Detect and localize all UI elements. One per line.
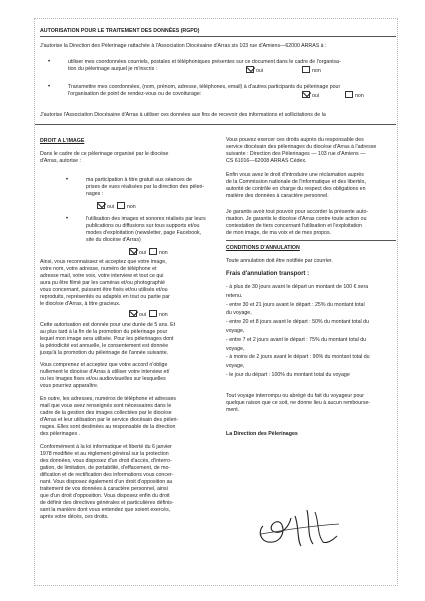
image-para4 [40, 396, 178, 438]
text-line: En outre, les adresses, numéros de téléphone et adresses [40, 396, 176, 402]
rgpd-intro: J'autorise la Direction des Pèlerinage rattachée à l'Association Diocésaine d'Arras sis 103 rue d'Amiens—62000 ARRAS à : [40, 43, 327, 49]
checkbox-checked-icon[interactable] [97, 202, 105, 209]
rgpd-bullet1-line2: tion du pèlerinage auquel je m'inscris : [68, 66, 158, 72]
checkbox-checked-icon[interactable] [246, 66, 254, 73]
fee-line: - à plus de 30 jours avant le départ un montant de 100 € sera [226, 284, 369, 290]
oui-label: oui [312, 93, 320, 99]
text-line: nullement le diocèse d'Arras à utiliser votre interview et/ [40, 369, 170, 375]
rgpd-title-rule [40, 36, 396, 37]
oui-label: oui [139, 250, 147, 256]
checkbox-checked-icon[interactable] [302, 91, 310, 98]
rgpd-bullet2-line2: l'organisation de point de rendez-vous ou de covoiturage: [68, 91, 202, 97]
signature-icon [255, 496, 345, 552]
non-label: non [158, 250, 168, 256]
text-line: dification et de rectification des informations vous concer- [40, 472, 174, 478]
image-bullet2-line1: l'utilisation des images et sonores réalisés par leurs [86, 216, 206, 222]
signoff: La Direction des Pèlerinages [226, 431, 298, 437]
fee-line: - entre 30 et 21 jours avant le départ : 25% du montant total [226, 301, 365, 308]
text-line: ou les images fixes et/ou audiovisuelles sur lesquelles [40, 376, 166, 382]
fee-line: - à moins de 2 jours avant le départ : 90% du montant total du [226, 354, 370, 361]
cancel-closing [226, 393, 370, 414]
image-bullet1-line3: nages : [86, 191, 104, 197]
image-para1 [40, 259, 170, 308]
text-line: gation, de limitation, de portabilité, d'effacement, de mo- [40, 465, 171, 471]
image-para1-choice[interactable] [129, 310, 168, 319]
text-line: de la Commission nationale de l'informatique et des libertés, [226, 179, 366, 185]
text-line: mail que vous avez renseignés sont nécessaires dans le [40, 403, 172, 409]
fee-line: voyage, [226, 345, 245, 352]
text-line: nant. Vous disposez également d'un droit d'opposition au [40, 479, 173, 485]
image-bullet2-line2: publications ou diffusions sur tous supports et/ou [86, 223, 200, 229]
text-line: reproduits, représentés ou adaptés en tout ou partie par [40, 294, 170, 300]
bullet-icon: • [48, 84, 51, 90]
fee-line: du voyage, [226, 310, 252, 317]
bullet-icon: • [66, 216, 69, 222]
checkbox-checked-icon[interactable] [129, 248, 137, 255]
fee-line: - le jour du départ : 100% du montant total du voyage [226, 371, 350, 378]
non-label: non [355, 93, 364, 99]
rgpd-bullet2-non[interactable] [345, 91, 364, 100]
text-line: des données, vous disposez d'un droit d'accès, d'interro- [40, 458, 172, 464]
image-bullet2-choice[interactable] [129, 248, 168, 257]
text-line: quelque raison que ce soit, ne donne lieu à aucun rembourse- [226, 400, 371, 406]
fee-line: retenu. [226, 292, 243, 299]
text-line: jusqu'à la promotion du pèlerinage de l'année suivante. [40, 350, 169, 356]
text-line: votre nom, votre adresse, numéro de téléphone et [40, 266, 157, 272]
text-line: Tout voyage interrompu ou abrégé du fait du voyageur pour [226, 393, 365, 399]
text-line: sant la manière dont vous entendez que soient exercés, [40, 507, 171, 513]
checkbox-empty-icon[interactable] [345, 91, 353, 98]
text-line: lequel mon image sera utilisée. Pour les pèlerinages dont [40, 336, 174, 342]
text-line: 1978 modifiée et au règlement général sur la protection [40, 451, 169, 457]
fee-line: voyage, [226, 363, 245, 370]
oui-label: oui [139, 312, 147, 318]
image-para5 [40, 444, 174, 521]
rights-para3 [226, 209, 368, 237]
text-line: que d'un droit d'opposition. Vous disposez enfin du droit [40, 493, 170, 499]
text-line: aura pu être filmé par les caméras et/ou photographié [40, 280, 165, 286]
text-line: de définir des directives générales et particulières définis- [40, 500, 174, 506]
text-line: des pèlerinages . [40, 431, 80, 437]
image-bullet2-line4: site du diocèse d'Arras) [86, 237, 141, 243]
text-line: Je garantis avoir tout pouvoir pour accorder la présente auto- [226, 209, 369, 215]
text-line: Cette autorisation est donnée pour une durée de 5 ans. Et [40, 322, 176, 328]
oui-label: oui [107, 204, 115, 210]
text-line: risation. Je garantis le diocèse d'Arras contre toute action ou [226, 216, 367, 222]
image-bullet2-line3: modes d'exploitation (newsletter, page Facebook, [86, 230, 202, 236]
text-line: au plus tard à la fin de la promotion du pèlerinage pour [40, 329, 168, 335]
checkbox-empty-icon[interactable] [117, 202, 125, 209]
section-divider [35, 124, 396, 125]
text-line: service diocésain des pèlerinages du diocèse d'Arras à l'adresse [226, 144, 377, 150]
rights-para2 [226, 172, 366, 200]
text-line: nages. Elles sont destinées au responsable de la direction [40, 424, 176, 430]
cancel-divider [226, 240, 396, 241]
bullet-icon: • [66, 177, 69, 183]
text-line: Enfin vous avez le droit d'introduire une réclamation auprès [226, 172, 364, 178]
text-line: la périodicité est annuelle, le consentement est donnée [40, 343, 169, 349]
rgpd-title: AUTORISATION POUR LE TRAITEMENT DES DONNÉES (RGPD) [40, 28, 200, 34]
cancel-title: CONDITIONS D'ANNULATION [226, 245, 300, 251]
image-intro-line1: Dans le cadre de ce pèlerinage organisé par le diocèse [40, 151, 169, 157]
text-line: d'Arras et leur utilisation par le service diocésain des pèleri- [40, 417, 179, 423]
cancel-intro: Toute annulation doit être notifiée par courrier. [226, 258, 333, 264]
rgpd-bullet1-non[interactable] [302, 66, 321, 75]
rgpd-closing: J'autorise l'Association Diocésaine d'Arras à utiliser ces données aux fins de recevoir des informations et sollicitations de la [40, 112, 326, 118]
text-line: suivante : Direction des Pèlerinages — 103 rue d'Amiens — [226, 151, 366, 157]
text-line: ment. [226, 407, 240, 413]
image-para2 [40, 322, 175, 357]
text-line: matière des données à caractère personnel. [226, 193, 329, 199]
image-intro-line2: d'Arras, autorise : [40, 158, 81, 164]
non-label: non [158, 312, 168, 318]
rgpd-bullet1-line1: utiliser mes coordonnées courriels, postales et téléphoniques présentes sur ce document dans le cadre de l'organisa- [68, 59, 341, 65]
image-bullet1-line2: prises de vues réalisées par la direction des pèleri- [86, 184, 205, 190]
text-line: contestation de tiers concernant l'utilisation et l'exploitation [226, 223, 362, 229]
text-line: après votre décès, ces droits. [40, 514, 109, 520]
text-line: adresse mail, votre voix, votre interview et tout ce qui [40, 273, 164, 279]
rights-para1 [226, 137, 376, 165]
fees-list [226, 283, 370, 380]
text-line: traitement de vos données à caractère personnel, ainsi [40, 486, 168, 492]
non-label: non [126, 204, 136, 210]
checkbox-empty-icon[interactable] [149, 248, 157, 255]
checkbox-checked-icon[interactable] [129, 310, 137, 317]
fee-line: - entre 7 et 2 jours avant le départ : 75% du montant total du [226, 336, 367, 343]
text-line: vous concernant, puissent être fixés et/ou utilisés et/ou [40, 287, 168, 293]
checkbox-empty-icon[interactable] [302, 66, 310, 73]
rgpd-bullet1-choice[interactable] [246, 66, 263, 75]
image-bullet1-choice[interactable] [97, 202, 136, 211]
text-line: de mon image, de ma voix et de mes propos. [226, 230, 332, 236]
bullet-icon: • [48, 59, 51, 65]
oui-label: oui [256, 68, 264, 74]
text-line: vous pourriez apparaître. [40, 383, 99, 389]
checkbox-empty-icon[interactable] [149, 310, 157, 317]
non-label: non [312, 68, 321, 74]
text-line: le diocèse d'Arras, à titre gracieux. [40, 301, 121, 307]
text-line: autorité de contrôle en charge du respect des obligations en [226, 186, 366, 192]
rgpd-bullet2-choice[interactable] [302, 91, 319, 100]
text-line: CS 61016—62008 ARRAS Cédex. [226, 158, 307, 164]
text-line: cadre de la gestion des images collectées par le diocèse [40, 410, 172, 416]
fee-line: voyage, [226, 327, 245, 334]
text-line: Vous pouvez exercer ces droits auprès du responsable des [226, 137, 364, 143]
text-line: Vous comprenez et acceptez que votre accord n'oblige [40, 362, 168, 368]
image-bullet1-line1: ma participation à titre gratuit aux séances de [86, 177, 192, 183]
text-line: Ainsi, vous reconnaissez et acceptez que votre image, [40, 259, 167, 265]
fee-line: - entre 20 et 8 jours avant le départ : 50% du montant total du [226, 319, 370, 326]
rgpd-bullet2-line1: Transmettre mes coordonnées, (nom, prénom, adresse, téléphones, email) à d'autres participants du pèlerinage pour [68, 84, 341, 90]
image-title: DROIT A L'IMAGE [40, 138, 85, 144]
image-para3 [40, 362, 169, 390]
text-line: Conformément à la loi informatique et liberté du 6 janvier [40, 444, 172, 450]
fees-title: Frais d'annulation transport : [226, 271, 310, 277]
